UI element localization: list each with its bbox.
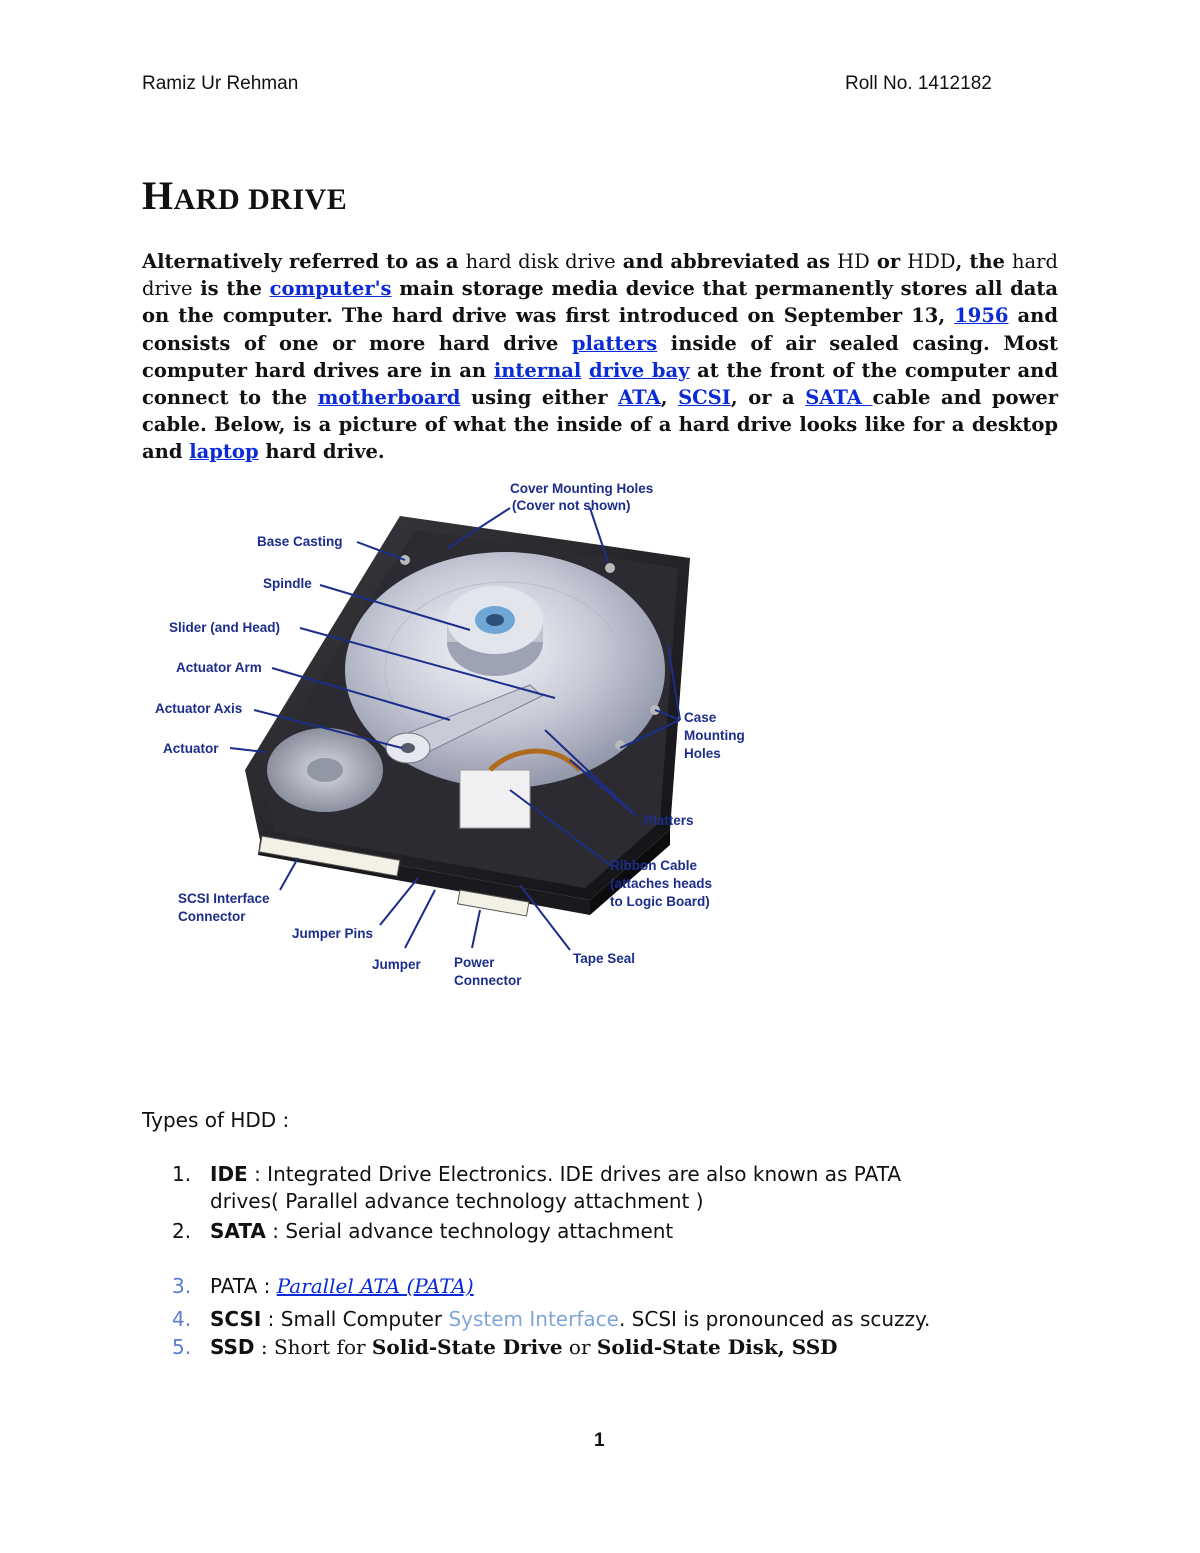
item-text: : Small Computer <box>261 1307 449 1331</box>
page-title <box>142 172 347 219</box>
label-jumper: Jumper <box>372 957 421 972</box>
spindle-shape <box>447 586 543 676</box>
list-number: 5. <box>172 1335 192 1359</box>
text-span: inside of air sealed casing. Most computer hard drives are in an <box>142 331 1058 382</box>
label-cover-not-shown: (Cover not shown) <box>512 498 631 513</box>
list-number: 1. <box>172 1162 192 1186</box>
list-item-ssd <box>172 1335 838 1359</box>
label-power: Power <box>454 955 495 970</box>
text-span: using either <box>460 386 619 410</box>
label-cover-mounting: Cover Mounting Holes <box>510 481 654 496</box>
item-text: . SCSI is pronounced as scuzzy. <box>618 1307 931 1331</box>
list-number: 4. <box>172 1307 192 1331</box>
item-text: Solid-State Drive <box>371 1335 563 1359</box>
label-power-connector: Connector <box>454 973 522 988</box>
ribbon-cable-block <box>460 770 530 828</box>
text-span: , the <box>955 250 1012 273</box>
header-author: Ramiz Ur Rehman <box>142 73 299 94</box>
label-spindle: Spindle <box>263 576 312 591</box>
intro-paragraph <box>142 248 1058 466</box>
label-scsi-interface: SCSI Interface <box>178 891 270 906</box>
hard-drive-illustration <box>150 470 770 1000</box>
text-span: , or a <box>730 386 806 410</box>
link-drive-bay[interactable]: drive bay <box>589 358 690 382</box>
text-span: is the <box>192 277 270 301</box>
label-case-mounting: Mounting <box>684 728 745 743</box>
link-ata[interactable]: ATA <box>618 386 661 410</box>
item-text: : Integrated Drive Electronics. IDE drives are also known as PATA <box>247 1162 902 1186</box>
types-heading: Types of HDD : <box>142 1108 290 1132</box>
hard-drive-diagram <box>150 470 770 1000</box>
label-base-casting: Base Casting <box>257 534 343 549</box>
term-pata: PATA : <box>210 1274 277 1298</box>
term-sata: SATA <box>210 1219 266 1243</box>
text-span: hard drive. <box>258 440 385 464</box>
link-laptop[interactable]: laptop <box>189 440 259 464</box>
item-text: : Serial advance technology attachment <box>265 1219 674 1243</box>
term-scsi: SCSI <box>210 1307 262 1331</box>
text-span: HDD <box>907 250 956 273</box>
list-number: 3. <box>172 1274 192 1298</box>
label-slider: Slider (and Head) <box>169 620 281 635</box>
text-span: or <box>869 250 908 273</box>
link-1956[interactable]: 1956 <box>954 304 1009 328</box>
link-sata[interactable]: SATA <box>805 386 873 410</box>
text-span: and consists of one or more hard drive <box>142 304 1058 355</box>
link-internal[interactable]: internal <box>493 358 582 382</box>
text-span: main storage media device that permanently stores all data on the computer. The hard drive was first introduced on September 13, <box>142 277 1058 328</box>
list-item-continuation: drives( Parallel advance technology attachment ) <box>210 1189 704 1213</box>
label-tape-seal: Tape Seal <box>573 951 636 966</box>
system-interface-text: System Interface <box>448 1307 619 1331</box>
label-ribbon-logic: to Logic Board) <box>610 894 710 909</box>
label-case-holes: Holes <box>684 746 721 761</box>
list-item-sata <box>172 1219 673 1243</box>
text-span: Alternatively referred to as a <box>142 250 466 273</box>
title-initial: H <box>142 173 174 218</box>
list-item-ide <box>172 1162 902 1213</box>
header-roll-number: Roll No. 1412182 <box>845 73 992 94</box>
link-parallel-ata[interactable]: Parallel ATA (PATA) <box>276 1274 474 1298</box>
term-ide: IDE <box>210 1162 248 1186</box>
label-case: Case <box>684 710 717 725</box>
text-span: cable and power cable. Below, is a picture of what the inside of a hard drive looks like for a desktop and <box>142 386 1059 464</box>
item-text: Short for <box>273 1335 372 1359</box>
text-span: HD <box>837 250 870 273</box>
title-rest: ARD DRIVE <box>173 183 348 216</box>
label-actuator-arm: Actuator Arm <box>176 660 262 675</box>
text-span: hard disk drive <box>465 250 616 273</box>
text-span: and abbreviated as <box>615 250 838 273</box>
label-platters: Platters <box>644 813 694 828</box>
link-platters[interactable]: platters <box>571 331 658 355</box>
label-ribbon-cable: Ribbon Cable <box>610 858 697 873</box>
page-number: 1 <box>594 1430 605 1451</box>
text-span: hard drive <box>142 250 1058 301</box>
label-scsi-connector: Connector <box>178 909 246 924</box>
item-text: or <box>562 1335 597 1359</box>
item-text: : <box>254 1335 274 1359</box>
label-ribbon-attaches: (attaches heads <box>610 876 713 891</box>
term-ssd: SSD <box>210 1335 255 1359</box>
text-span: , <box>660 386 679 410</box>
item-text: Solid-State Disk, SSD <box>596 1335 838 1359</box>
link-computers[interactable]: computer's <box>269 277 392 301</box>
text-span: at the front of the computer and connect to the <box>142 358 1058 410</box>
list-item-pata <box>172 1274 474 1298</box>
label-actuator-axis: Actuator Axis <box>155 701 243 716</box>
label-jumper-pins: Jumper Pins <box>292 926 374 941</box>
label-actuator: Actuator <box>163 741 219 756</box>
text-span <box>581 359 589 382</box>
link-scsi[interactable]: SCSI <box>678 386 731 410</box>
list-number: 2. <box>172 1219 192 1243</box>
list-item-scsi <box>172 1307 930 1331</box>
link-motherboard[interactable]: motherboard <box>317 386 461 410</box>
